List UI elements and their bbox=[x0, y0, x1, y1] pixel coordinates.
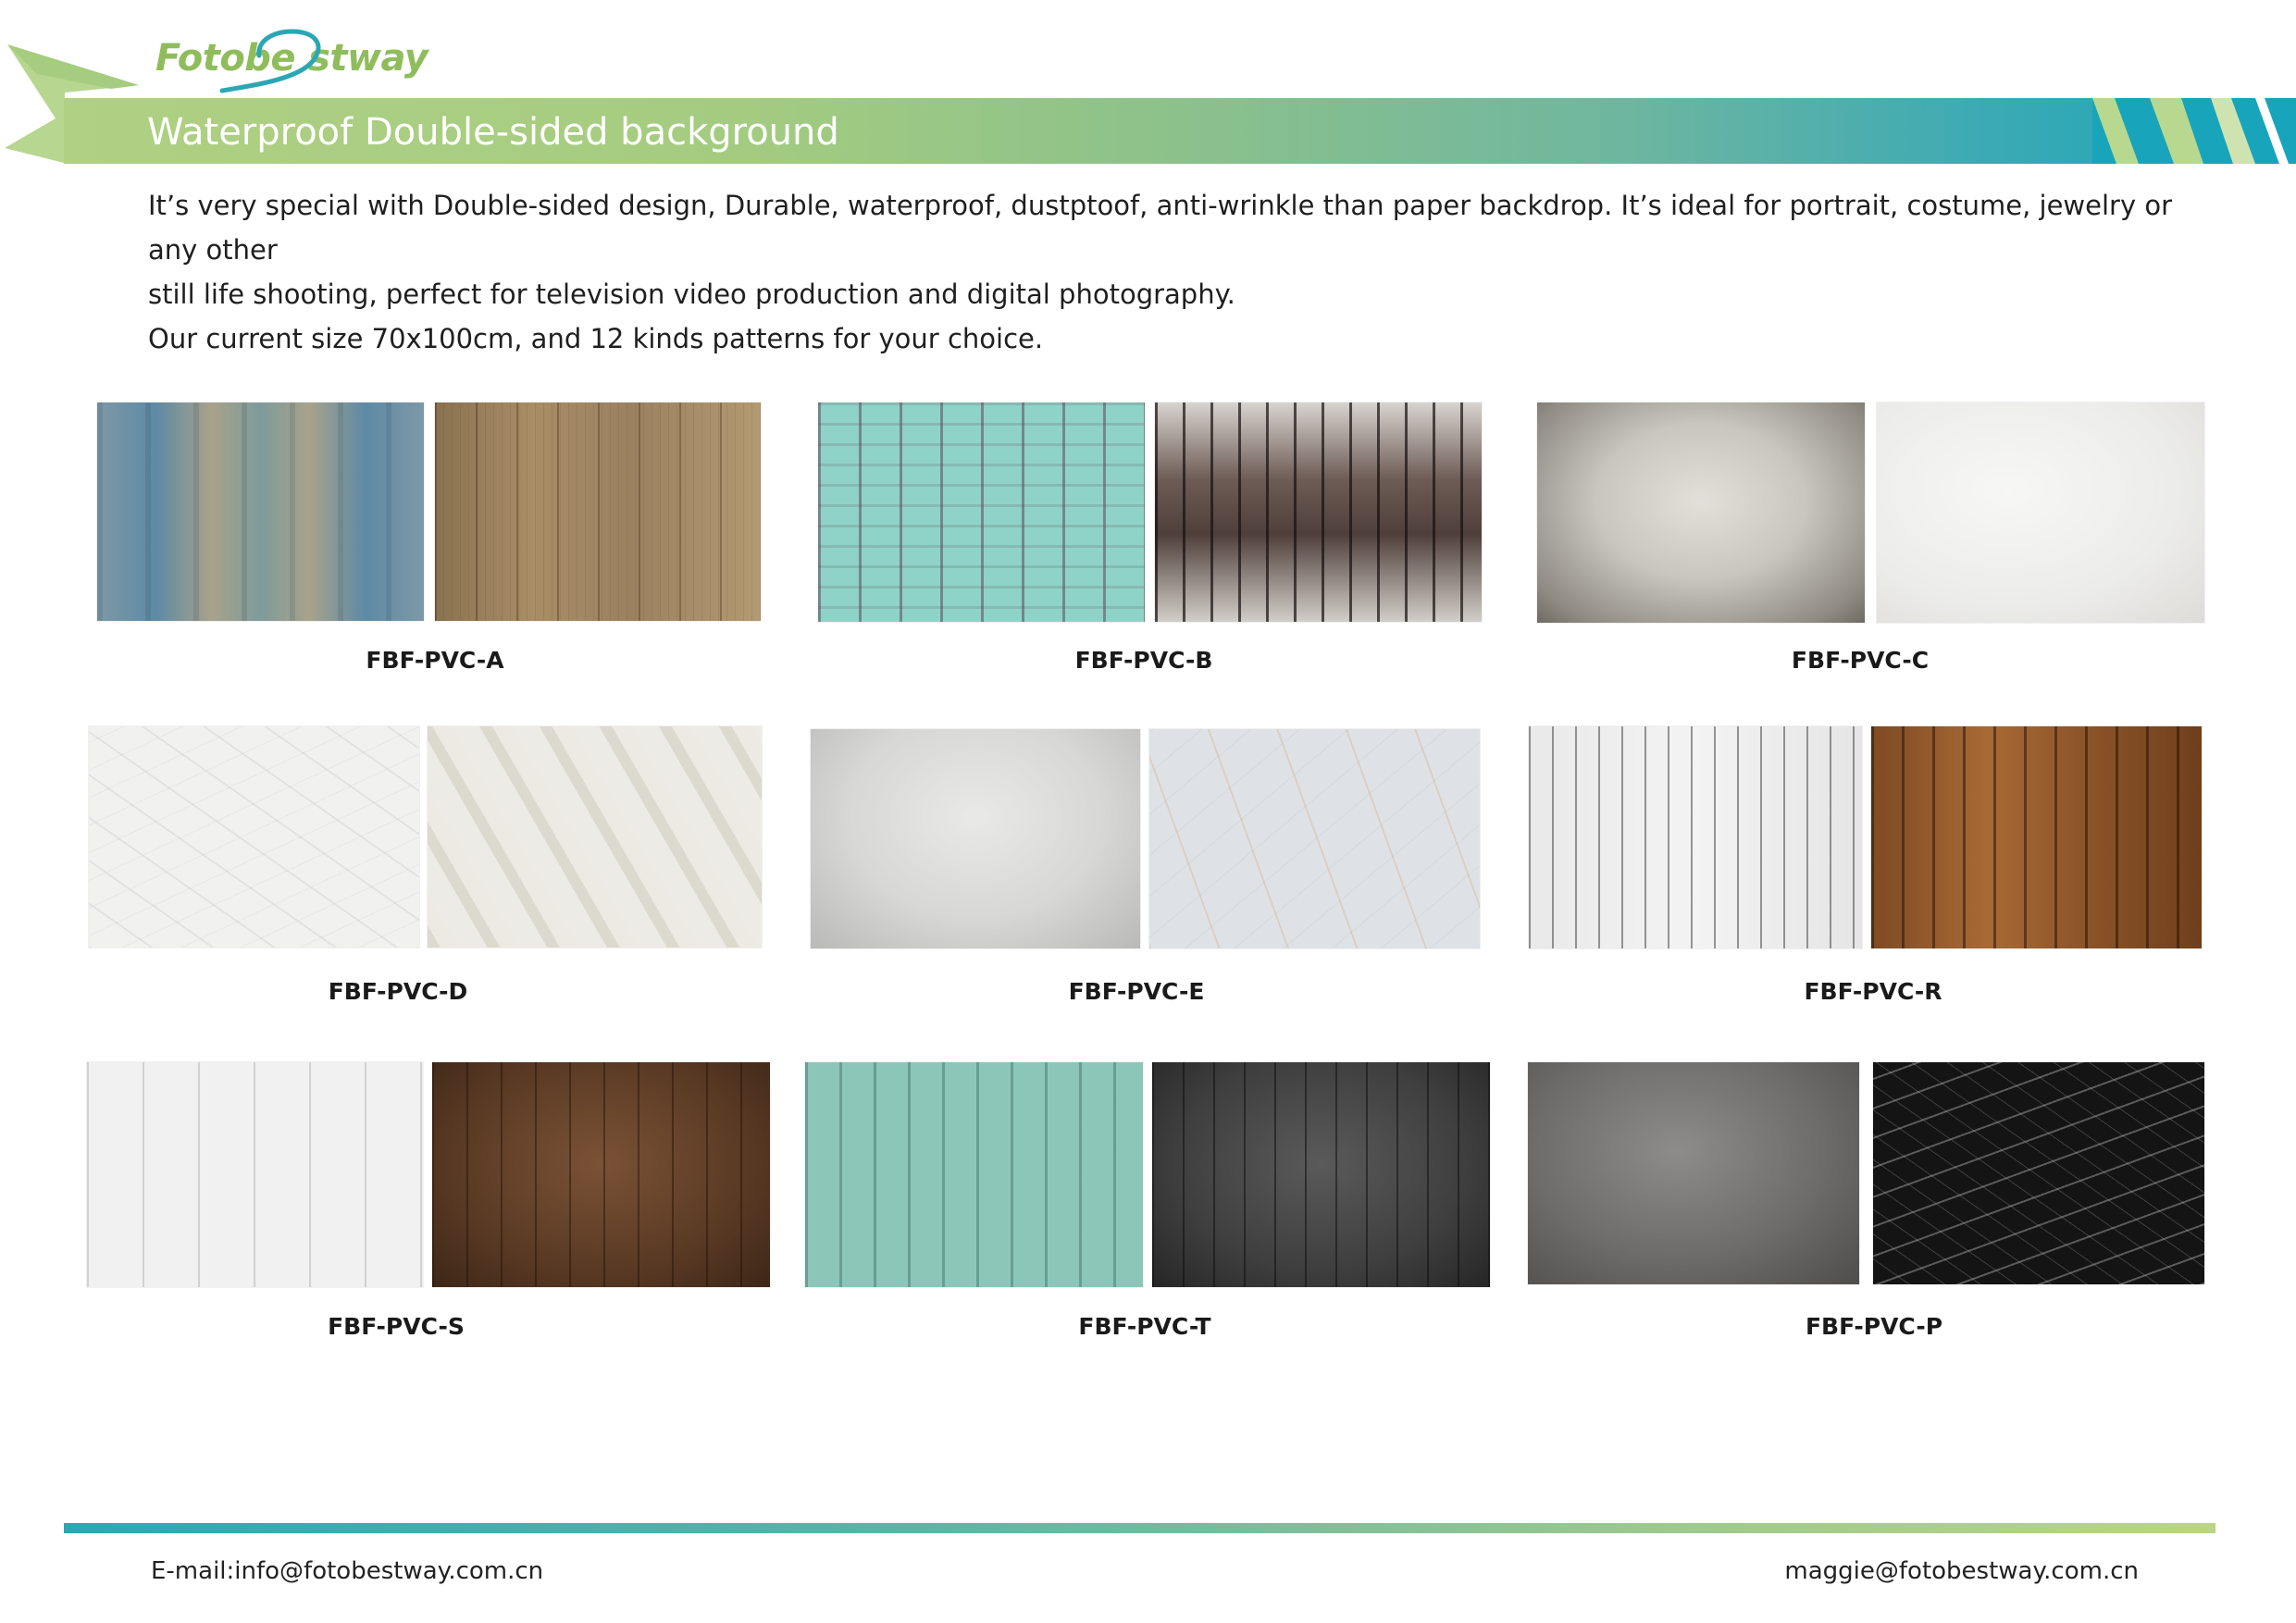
swatch-b-back bbox=[1155, 403, 1482, 622]
swatch-p-back bbox=[1873, 1062, 2204, 1284]
swatch-e-front bbox=[811, 729, 1140, 948]
swatch-s-back bbox=[432, 1062, 770, 1287]
product-caption: FBF-PVC-P bbox=[1805, 1313, 1943, 1340]
product-caption: FBF-PVC-E bbox=[1068, 978, 1205, 1005]
swatch-b-front bbox=[818, 403, 1145, 622]
product-caption: FBF-PVC-A bbox=[366, 647, 504, 674]
footer-email-info[interactable]: E-mail:info@fotobestway.com.cn bbox=[151, 1557, 544, 1585]
footer-divider bbox=[64, 1523, 2215, 1533]
product-caption: FBF-PVC-S bbox=[328, 1313, 465, 1340]
swatch-r-front bbox=[1529, 726, 1862, 948]
product-caption: FBF-PVC-T bbox=[1078, 1313, 1211, 1340]
swatch-s-front bbox=[87, 1062, 423, 1287]
product-caption: FBF-PVC-B bbox=[1074, 647, 1213, 674]
intro-line: still life shooting, perfect for television video production and digital photography. bbox=[148, 279, 1235, 310]
banner-stripes-decoration bbox=[2092, 98, 2296, 164]
swatch-p-front bbox=[1528, 1062, 1859, 1284]
product-caption: FBF-PVC-R bbox=[1804, 978, 1942, 1005]
product-caption: FBF-PVC-C bbox=[1791, 647, 1930, 674]
swatch-c-back bbox=[1877, 403, 2204, 623]
swatch-t-back bbox=[1152, 1062, 1490, 1287]
swatch-r-back bbox=[1871, 726, 2202, 948]
swatch-c-front bbox=[1537, 403, 1865, 623]
swatch-e-back bbox=[1149, 729, 1480, 948]
swatch-a-front bbox=[97, 403, 424, 621]
footer-email-maggie[interactable]: maggie@fotobestway.com.cn bbox=[1784, 1557, 2139, 1585]
brand-logo bbox=[155, 26, 428, 91]
intro-text bbox=[148, 183, 2212, 361]
intro-line: Our current size 70x100cm, and 12 kinds patterns for your choice. bbox=[148, 323, 1044, 354]
page-title: Waterproof Double-sided background bbox=[147, 111, 839, 154]
intro-line: It’s very special with Double-sided design, Durable, waterproof, dustptoof, anti-wrinkle than paper backdrop. It’s ideal for portrait, costume, jewelry or any other bbox=[148, 190, 2173, 266]
swatch-d-back bbox=[428, 726, 762, 948]
product-caption: FBF-PVC-D bbox=[328, 978, 468, 1005]
swatch-a-back bbox=[435, 403, 761, 621]
title-banner bbox=[64, 98, 2296, 164]
swatch-d-front bbox=[89, 726, 419, 948]
swatch-t-front bbox=[805, 1062, 1143, 1287]
logo-text: Fotobe stway bbox=[155, 37, 428, 80]
